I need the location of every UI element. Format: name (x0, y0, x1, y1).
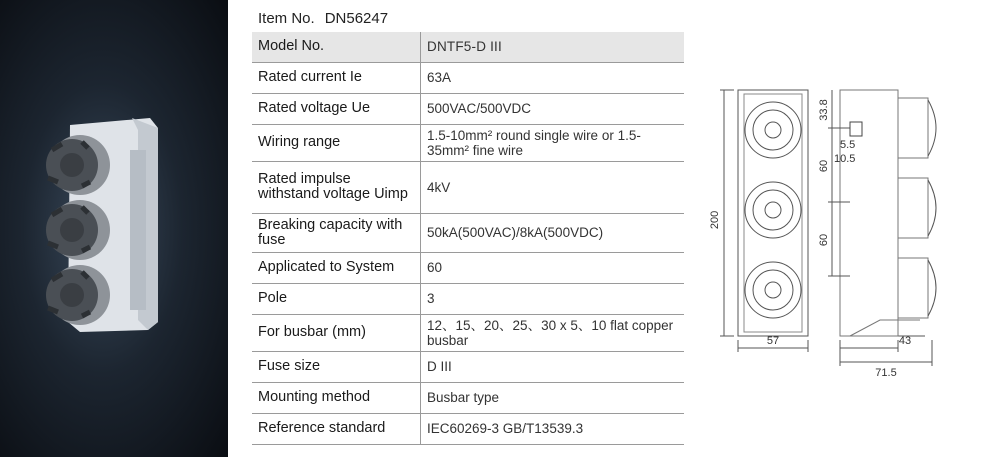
row-value: 60 (421, 252, 685, 283)
header-key: Model No. (252, 32, 421, 62)
row-value: 1.5-10mm² round single wire or 1.5-35mm² fine wire (421, 124, 685, 161)
row-value: IEC60269-3 GB/T13539.3 (421, 413, 685, 444)
dim-front-width: 57 (766, 335, 780, 347)
dim-d1: 5.5 (840, 139, 856, 151)
dim-top: 33.8 (818, 99, 830, 121)
table-row (252, 62, 684, 93)
front-view-outline (738, 90, 808, 336)
item-number-label: Item No. (258, 10, 315, 27)
dim-pitch-2: 60 (818, 233, 830, 247)
row-value: D III (421, 351, 685, 382)
table-row (252, 314, 684, 351)
side-view-outline (840, 90, 925, 336)
dimension-drawing (700, 70, 990, 380)
row-key: Wiring range (252, 124, 421, 161)
product-photo (0, 0, 228, 457)
row-value: 12、15、20、25、30 x 5、10 flat copper busbar (421, 314, 685, 351)
row-key: Pole (252, 283, 421, 314)
table-row (252, 252, 684, 283)
row-value: 50kA(500VAC)/8kA(500VDC) (421, 213, 685, 252)
table-row (252, 382, 684, 413)
table-row (252, 413, 684, 444)
dim-side-width: 43 (898, 335, 912, 347)
row-key: Reference standard (252, 413, 421, 444)
table-row (252, 161, 684, 213)
row-value: 500VAC/500VDC (421, 93, 685, 124)
spec-table (252, 32, 684, 445)
item-number (258, 10, 388, 27)
row-key: For busbar (mm) (252, 314, 421, 351)
fuse-holder-illustration (0, 0, 228, 457)
row-value: Busbar type (421, 382, 685, 413)
dim-height: 200 (709, 210, 721, 230)
table-header-row (252, 32, 684, 62)
table-row (252, 213, 684, 252)
row-value: 63A (421, 62, 685, 93)
header-value: DNTF5-D III (421, 32, 685, 62)
dim-total-width: 71.5 (875, 367, 897, 379)
dim-pitch-1: 60 (818, 159, 830, 173)
row-key: Rated current Ie (252, 62, 421, 93)
row-key: Rated voltage Ue (252, 93, 421, 124)
item-number-value: DN56247 (324, 10, 389, 27)
row-key: Mounting method (252, 382, 421, 413)
row-value: 4kV (421, 161, 685, 213)
row-key: Breaking capacity with fuse (252, 213, 421, 252)
row-value: 3 (421, 283, 685, 314)
dim-d2: 10.5 (834, 153, 856, 165)
table-row (252, 351, 684, 382)
table-row (252, 124, 684, 161)
row-key: Applicated to System (252, 252, 421, 283)
table-row (252, 93, 684, 124)
row-key: Rated impulse withstand voltage Uimp (252, 161, 421, 213)
row-key: Fuse size (252, 351, 421, 382)
table-row (252, 283, 684, 314)
